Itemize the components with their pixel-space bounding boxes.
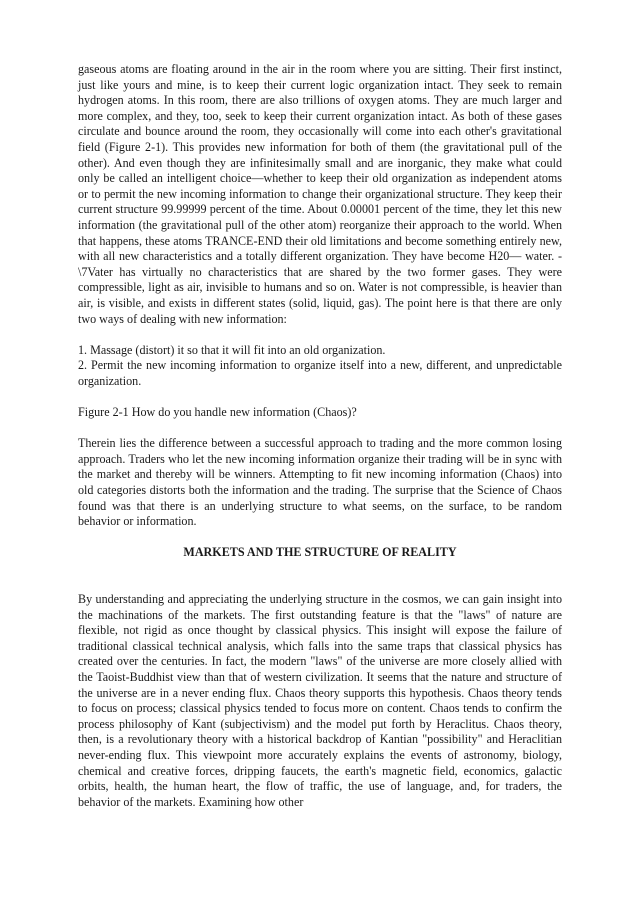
paragraph-structure-of-reality: By understanding and appreciating the underlying structure in the cosmos, we can gain insight into the machinations of the markets. The first outstanding feature is that the "laws" of nature are flexible, not rigid as once thought by classical physics. This insight will expose the failure of traditional classical technical analysis, which falls into the same traps that classical physics has created over the centuries. In fact, the modern "laws" of the universe are more closely allied with the Taoist-Buddhist view than that of western civilization. It seems that the nature and structure of the universe are in a never ending flux. Chaos theory supports this hypothesis. Chaos theory tends to focus on process; classical physics tended to focus more on content. Chaos tends to confirm the process philosophy of Kant (subjectivism) and the model put forth by Heraclitus. Chaos theory, then, is a revolutionary theory with a historical backdrop of Kantian "possibility" and Heraclitian never-ending flux. This viewpoint more accurately explains the events of astronomy, biology, chemical and creative forces, dripping faucets, the earth's magnetic field, economics, galactic orbits, health, the human heart, the flow of traffic, the use of language, and, for traders, the behavior of the markets. Examining how other <box>78 592 562 809</box>
options-list <box>78 343 562 390</box>
document-page <box>78 62 562 826</box>
section-heading: MARKETS AND THE STRUCTURE OF REALITY <box>183 545 457 560</box>
list-item-massage: 1. Massage (distort) it so that it will fit into an old organization. <box>78 342 386 357</box>
paragraph-gaseous-atoms: gaseous atoms are floating around in the air in the room where you are sitting. Their first instinct, just like yours and mine, is to keep their current logic organization intact. They seek to remain hydrogen atoms. In this room, there are also trillions of oxygen atoms. They are much larger and more complex, and they, too, seek to keep their current organization intact. As both of these gases circulate and bounce around the room, they occasionally will come into each other's gravitational field (Figure 2-1). This provides new information for both of them (the gravitational pull of the other). And even though they are infinitesimally small and are inorganic, they make what could only be called an intelligent choice—whether to keep their old organization as independent atoms or to permit the new incoming information to change their organizational structure. They keep their current structure 99.99999 percent of the time. About 0.00001 percent of the time, they let this new information (the gravitational pull of the other atom) reorganize their approach to the world. When that happens, these atoms TRANCE-END their old limitations and become something entirely new, with all new characteristics and a totally different organization. They have become H20— water. -\7Vater has virtually no characteristics that are shared by the two former gases. They were compressible, light as air, invisible to humans and so on. Water is not compressible, is heavier than air, is visible, and exists in different states (solid, liquid, gas). The point here is that there are only two ways of dealing with new information: <box>78 62 562 326</box>
figure-caption: Figure 2-1 How do you handle new information (Chaos)? <box>78 405 357 420</box>
paragraph-trading-approach: Therein lies the difference between a successful approach to trading and the more common losing approach. Traders who let the new incoming information organize their trading will be in sync with the market and thereby will be winners. Attempting to fit new incoming information (Chaos) into old categories distorts both the information and the trading. The surprise that the Science of Chaos found was that there is an underlying structure to what seems, on the surface, to be random behavior or information. <box>78 436 562 529</box>
list-item-permit: 2. Permit the new incoming information to organize itself into a new, different, and unpredictable organization. <box>78 358 562 388</box>
